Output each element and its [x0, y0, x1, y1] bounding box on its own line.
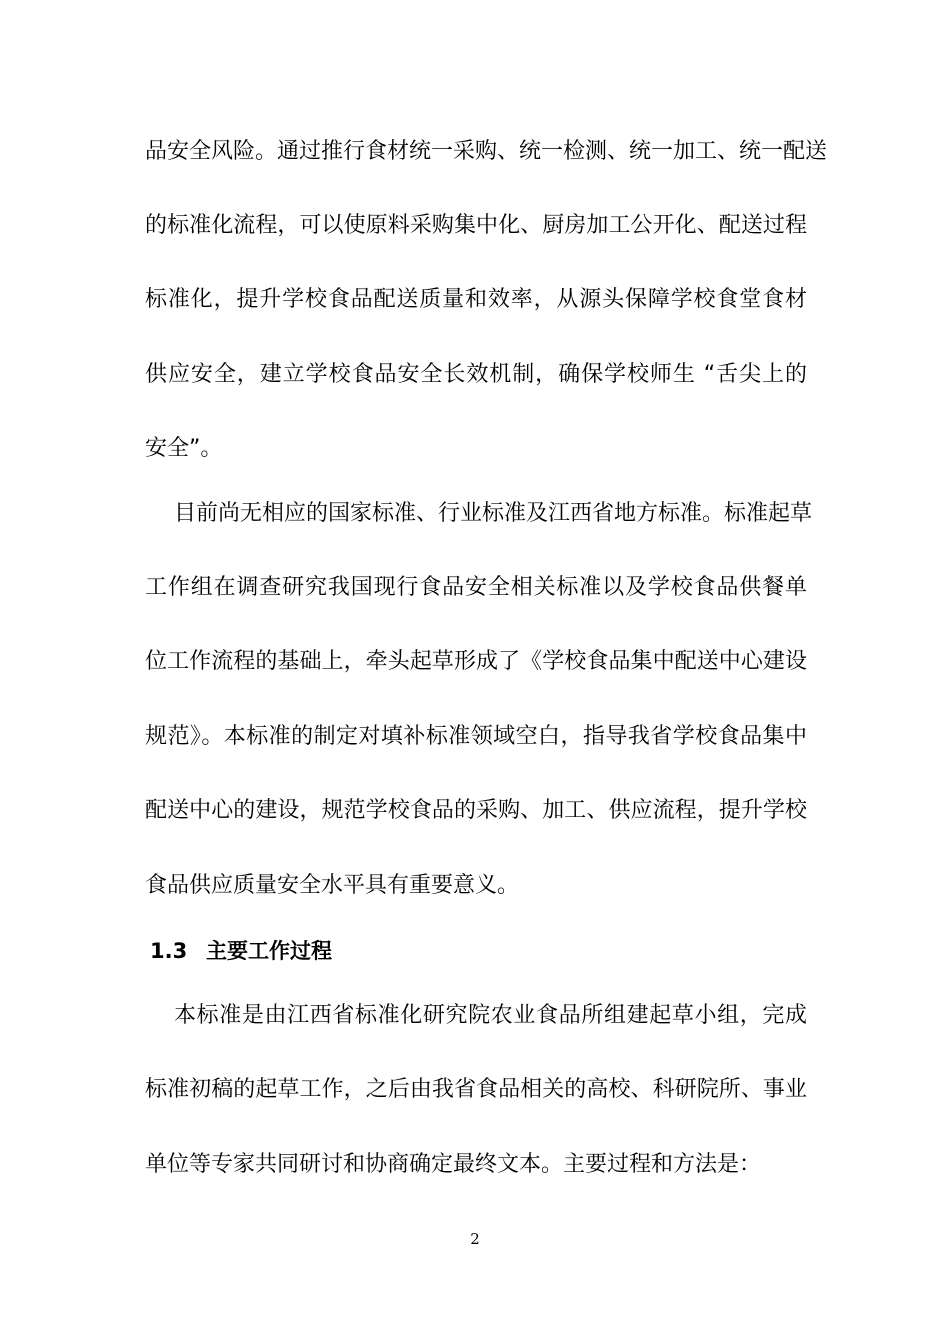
paragraph-line: 配送中心的建设，规范学校食品的采购、加工、供应流程，提升学校 — [145, 798, 807, 823]
section-heading — [150, 936, 332, 966]
paragraph-line: 本标准是由江西省标准化研究院农业食品所组建起草小组，完成 — [174, 1003, 807, 1028]
paragraph-line: 安全”。 — [145, 436, 223, 461]
paragraph-line: 单位等专家共同研讨和协商确定最终文本。主要过程和方法是： — [145, 1152, 762, 1177]
paragraph-line: 位工作流程的基础上，牵头起草形成了《学校食品集中配送中心建设 — [145, 649, 807, 674]
paragraph-line: 标准初稿的起草工作，之后由我省食品相关的高校、科研院所、事业 — [145, 1077, 807, 1102]
page-number: 2 — [470, 1230, 480, 1248]
paragraph-line: 品安全风险。通过推行食材统一采购、统一检测、统一加工、统一配送 — [145, 139, 828, 164]
paragraph-line: 规范》。本标准的制定对填补标准领域空白，指导我省学校食品集中 — [145, 724, 807, 749]
paragraph-line: 的标准化流程，可以使原料采购集中化、厨房加工公开化、配送过程 — [145, 213, 807, 238]
section-number: 1.3 — [150, 939, 188, 963]
paragraph-line: 目前尚无相应的国家标准、行业标准及江西省地方标准。标准起草 — [174, 501, 813, 526]
paragraph-line: 供应安全，建立学校食品安全长效机制，确保学校师生 “舌尖上的 — [145, 362, 807, 387]
paragraph-line: 工作组在调查研究我国现行食品安全相关标准以及学校食品供餐单 — [145, 575, 807, 600]
section-title: 主要工作过程 — [206, 939, 332, 963]
paragraph-line: 食品供应质量安全水平具有重要意义。 — [145, 873, 520, 898]
paragraph-line: 标准化，提升学校食品配送质量和效率，从源头保障学校食堂食材 — [145, 287, 807, 312]
